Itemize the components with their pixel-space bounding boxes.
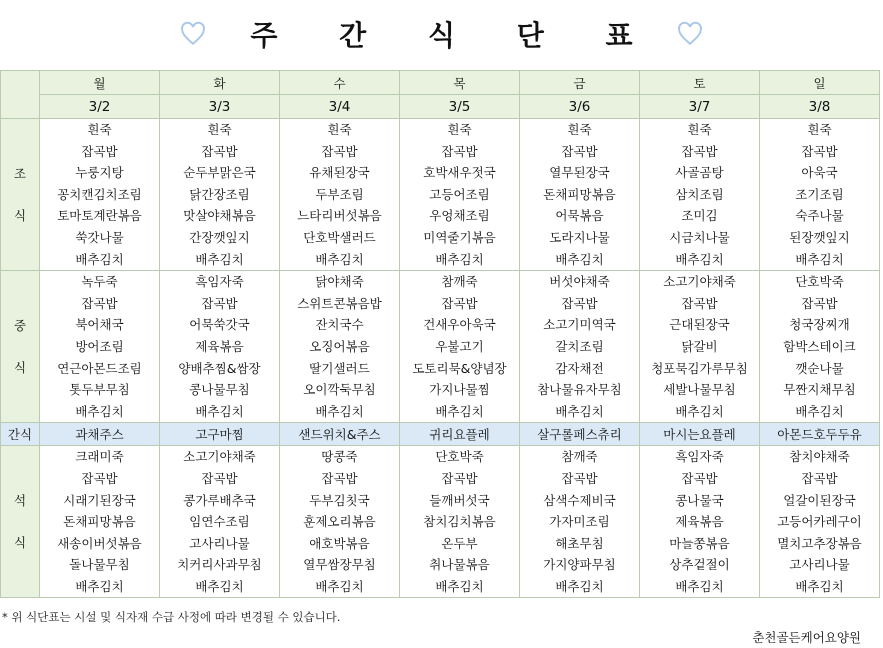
day-date: 3/6: [520, 95, 640, 119]
lunch-label: [1, 271, 40, 423]
menu-item: 제육볶음: [675, 514, 724, 530]
menu-item: 닭야채죽: [315, 274, 364, 290]
dinner-menu-cell: [40, 446, 160, 598]
day-name: 일: [760, 71, 880, 95]
menu-item: 잡곡밥: [801, 143, 838, 159]
lunch-menu-cell: [760, 271, 880, 423]
menu-item: 참치김치볶음: [423, 514, 496, 530]
meal-label-char: 식: [13, 359, 27, 375]
menu-item: 배추김치: [195, 578, 244, 594]
menu-item: 들깨버섯국: [429, 492, 490, 508]
menu-item: 배추김치: [315, 251, 364, 267]
breakfast-menu-cell: [40, 119, 160, 271]
snack-row: [1, 423, 880, 446]
menu-item: 느타리버섯볶음: [297, 208, 382, 224]
breakfast-menu-cell: [760, 119, 880, 271]
snack-label: 간식: [1, 423, 40, 446]
breakfast-menu-cell: [160, 119, 280, 271]
menu-item: 흰죽: [87, 122, 112, 137]
menu-item: 청국장찌개: [789, 317, 850, 333]
snack-cell: 아몬드호두두유: [760, 423, 880, 446]
menu-item: 참깨죽: [561, 449, 598, 465]
menu-item: 배추김치: [435, 578, 484, 594]
menu-item: 잡곡밥: [201, 143, 238, 159]
page-title: 주 간 식 단 표: [250, 19, 659, 52]
menu-item: 얼갈이된장국: [783, 492, 856, 508]
menu-item: 숙주나물: [795, 208, 844, 224]
menu-item: 시래기된장국: [63, 492, 136, 508]
menu-item: 도토리묵&양념장: [412, 360, 507, 376]
menu-item: 잡곡밥: [681, 295, 718, 311]
menu-item: 삼색수제비국: [543, 492, 616, 508]
menu-item: 사골곰탕: [675, 165, 724, 181]
menu-item: 잡곡밥: [81, 143, 118, 159]
menu-item: 땅콩죽: [321, 449, 358, 465]
lunch-menu-cell: [40, 271, 160, 423]
menu-item: 잡곡밥: [561, 295, 598, 311]
menu-item: 고사리나물: [789, 557, 850, 573]
day-date: 3/5: [400, 95, 520, 119]
menu-item: 열무쌈장무침: [303, 557, 376, 573]
menu-item: 녹두죽: [81, 274, 118, 290]
lunch-row: [1, 271, 880, 423]
menu-item: 애호박볶음: [309, 535, 370, 551]
menu-item: 크래미죽: [75, 449, 124, 465]
breakfast-menu-cell: [640, 119, 760, 271]
date-header-row: [1, 95, 880, 119]
lunch-menu-cell: [280, 271, 400, 423]
menu-item: 단호박죽: [795, 274, 844, 290]
menu-item: 잡곡밥: [801, 470, 838, 486]
day-date: 3/8: [760, 95, 880, 119]
menu-item: 북어채국: [75, 317, 124, 333]
menu-item: 배추김치: [75, 251, 124, 267]
menu-item: 어묵쑥갓국: [189, 317, 250, 333]
menu-item: 돌나물무침: [69, 557, 130, 573]
menu-item: 콩나물무침: [189, 382, 250, 398]
menu-item: 유채된장국: [309, 165, 370, 181]
menu-item: 두부조림: [315, 186, 364, 202]
menu-item: 조미김: [681, 208, 718, 224]
menu-item: 훈제오리볶음: [303, 514, 376, 530]
footnote: * 위 식단표는 시설 및 식자재 수급 사정에 따라 변경될 수 있습니다.: [2, 610, 341, 624]
lunch-menu-cell: [160, 271, 280, 423]
menu-item: 건새우아욱국: [423, 317, 496, 333]
menu-item: 우엉채조림: [429, 208, 490, 224]
menu-item: 참깨죽: [441, 274, 478, 290]
menu-item: 잡곡밥: [201, 470, 238, 486]
menu-item: 두부김칫국: [309, 492, 370, 508]
day-name: 금: [520, 71, 640, 95]
menu-item: 버섯야채죽: [549, 274, 610, 290]
menu-item: 닭간장조림: [189, 186, 250, 202]
menu-item: 어묵볶음: [555, 208, 604, 224]
day-name: 화: [160, 71, 280, 95]
menu-item: 호박새우젓국: [423, 165, 496, 181]
day-name: 토: [640, 71, 760, 95]
menu-item: 잡곡밥: [201, 295, 238, 311]
menu-item: 흰죽: [447, 122, 472, 137]
menu-item: 깻순나물: [795, 360, 844, 376]
day-name: 수: [280, 71, 400, 95]
menu-item: 돈채피망볶음: [543, 186, 616, 202]
lunch-menu-cell: [400, 271, 520, 423]
menu-item: 가지양파무침: [543, 557, 616, 573]
dinner-menu-cell: [280, 446, 400, 598]
menu-item: 단호박죽: [435, 449, 484, 465]
menu-item: 세발나물무침: [663, 382, 736, 398]
menu-item: 배추김치: [315, 403, 364, 419]
menu-item: 연근아몬드조림: [57, 360, 142, 376]
menu-item: 배추김치: [675, 251, 724, 267]
menu-item: 소고기미역국: [543, 317, 616, 333]
menu-item: 시금치나물: [669, 229, 730, 245]
menu-item: 닭갈비: [681, 338, 718, 354]
menu-item: 오징어볶음: [309, 338, 370, 354]
menu-item: 흰죽: [687, 122, 712, 137]
menu-item: 함박스테이크: [783, 338, 856, 354]
dinner-menu-cell: [640, 446, 760, 598]
menu-item: 흑임자죽: [195, 274, 244, 290]
menu-item: 근대된장국: [669, 317, 730, 333]
menu-item: 배추김치: [435, 251, 484, 267]
menu-item: 청포묵김가루무침: [651, 360, 748, 376]
menu-item: 잡곡밥: [681, 470, 718, 486]
menu-item: 잡곡밥: [441, 295, 478, 311]
heart-icon-right: [677, 21, 703, 47]
meal-label-char: 조: [13, 165, 27, 181]
menu-item: 배추김치: [555, 251, 604, 267]
snack-cell: 마시는요플레: [640, 423, 760, 446]
menu-item: 상추겉절이: [669, 557, 730, 573]
menu-item: 배추김치: [675, 578, 724, 594]
menu-item: 쑥갓나물: [75, 229, 124, 245]
menu-item: 아욱국: [801, 165, 838, 181]
menu-item: 흰죽: [807, 122, 832, 137]
day-header-row: [1, 71, 880, 95]
menu-item: 새송이버섯볶음: [57, 535, 142, 551]
menu-item: 흑임자죽: [675, 449, 724, 465]
day-name: 월: [40, 71, 160, 95]
breakfast-menu-cell: [280, 119, 400, 271]
dinner-menu-cell: [400, 446, 520, 598]
menu-item: 삼치조림: [675, 186, 724, 202]
snack-cell: 고구마찜: [160, 423, 280, 446]
menu-item: 고등어조림: [429, 186, 490, 202]
dinner-menu-cell: [520, 446, 640, 598]
menu-item: 소고기야채죽: [663, 274, 736, 290]
menu-item: 고등어카레구이: [777, 514, 862, 530]
day-date: 3/3: [160, 95, 280, 119]
day-date: 3/4: [280, 95, 400, 119]
menu-item: 조기조림: [795, 186, 844, 202]
dinner-row: [1, 446, 880, 598]
menu-item: 잡곡밥: [441, 470, 478, 486]
snack-cell: 과채주스: [40, 423, 160, 446]
day-date: 3/7: [640, 95, 760, 119]
menu-item: 흰죽: [567, 122, 592, 137]
menu-item: 멸치고추장볶음: [777, 535, 862, 551]
menu-item: 참치야채죽: [789, 449, 850, 465]
menu-item: 배추김치: [795, 251, 844, 267]
menu-item: 배추김치: [435, 403, 484, 419]
menu-item: 흰죽: [207, 122, 232, 137]
meal-label-char: 식: [13, 207, 27, 223]
menu-item: 배추김치: [555, 403, 604, 419]
menu-item: 잡곡밥: [321, 143, 358, 159]
snack-cell: 살구롤페스츄리: [520, 423, 640, 446]
menu-item: 배추김치: [795, 403, 844, 419]
menu-item: 치커리사과무침: [177, 557, 262, 573]
snack-cell: 샌드위치&주스: [280, 423, 400, 446]
organization-name: 춘천골든케어요양원: [752, 630, 861, 645]
menu-item: 무짠지채무침: [783, 382, 856, 398]
menu-item: 우불고기: [435, 338, 484, 354]
menu-item: 배추김치: [195, 403, 244, 419]
menu-item: 돈채피망볶음: [63, 514, 136, 530]
meal-label-char: 식: [13, 534, 27, 550]
menu-item: 갈치조림: [555, 338, 604, 354]
menu-item: 배추김치: [195, 251, 244, 267]
menu-item: 간장깻잎지: [189, 229, 250, 245]
menu-item: 맛살야채볶음: [183, 208, 256, 224]
day-name: 목: [400, 71, 520, 95]
menu-item: 배추김치: [75, 403, 124, 419]
menu-item: 취나물볶음: [429, 557, 490, 573]
menu-item: 가자미조림: [549, 514, 610, 530]
menu-item: 된장깻잎지: [789, 229, 850, 245]
menu-item: 잡곡밥: [81, 470, 118, 486]
lunch-menu-cell: [640, 271, 760, 423]
menu-item: 단호박샐러드: [303, 229, 376, 245]
lunch-menu-cell: [520, 271, 640, 423]
menu-item: 양배추찜&쌈장: [178, 360, 261, 376]
menu-item: 오이깍둑무침: [303, 382, 376, 398]
menu-item: 고사리나물: [189, 535, 250, 551]
menu-item: 배추김치: [315, 578, 364, 594]
weekly-menu-table: [0, 70, 880, 598]
menu-item: 열무된장국: [549, 165, 610, 181]
dinner-menu-cell: [760, 446, 880, 598]
corner-cell: [1, 71, 40, 119]
menu-item: 배추김치: [675, 403, 724, 419]
snack-cell: 귀리요플레: [400, 423, 520, 446]
menu-item: 임연수조림: [189, 514, 250, 530]
menu-item: 스위트콘볶음밥: [297, 295, 382, 311]
menu-item: 토마토계란볶음: [57, 208, 142, 224]
menu-item: 해초무침: [555, 535, 604, 551]
menu-item: 누룽지탕: [75, 165, 124, 181]
menu-item: 순두부맑은국: [183, 165, 256, 181]
menu-item: 잡곡밥: [681, 143, 718, 159]
menu-item: 톳두부무침: [69, 382, 130, 398]
menu-item: 배추김치: [795, 578, 844, 594]
heart-icon-left: [180, 21, 206, 47]
breakfast-label: [1, 119, 40, 271]
menu-item: 잡곡밥: [561, 470, 598, 486]
menu-item: 꽁치캔김치조림: [57, 186, 142, 202]
breakfast-menu-cell: [400, 119, 520, 271]
menu-item: 콩가루배추국: [183, 492, 256, 508]
dinner-menu-cell: [160, 446, 280, 598]
meal-label-char: 석: [13, 492, 27, 508]
menu-item: 온두부: [441, 535, 478, 551]
menu-item: 참나물유자무침: [537, 382, 622, 398]
menu-item: 흰죽: [327, 122, 352, 137]
menu-item: 잔치국수: [315, 317, 364, 333]
menu-item: 잡곡밥: [321, 470, 358, 486]
menu-item: 마늘쫑볶음: [669, 535, 730, 551]
menu-item: 잡곡밥: [441, 143, 478, 159]
menu-item: 방어조림: [75, 338, 124, 354]
breakfast-row: [1, 119, 880, 271]
menu-item: 콩나물국: [675, 492, 724, 508]
menu-item: 딸기샐러드: [309, 360, 370, 376]
menu-item: 가지나물찜: [429, 382, 490, 398]
meal-label-char: 중: [13, 317, 27, 333]
menu-item: 미역줄기볶음: [423, 229, 496, 245]
menu-item: 제육볶음: [195, 338, 244, 354]
menu-item: 도라지나물: [549, 229, 610, 245]
menu-item: 감자채전: [555, 360, 604, 376]
menu-item: 소고기야채죽: [183, 449, 256, 465]
breakfast-menu-cell: [520, 119, 640, 271]
dinner-label: [1, 446, 40, 598]
menu-item: 잡곡밥: [81, 295, 118, 311]
menu-item: 잡곡밥: [801, 295, 838, 311]
menu-item: 배추김치: [75, 578, 124, 594]
menu-item: 배추김치: [555, 578, 604, 594]
menu-item: 잡곡밥: [561, 143, 598, 159]
day-date: 3/2: [40, 95, 160, 119]
title-bar: [0, 12, 883, 56]
